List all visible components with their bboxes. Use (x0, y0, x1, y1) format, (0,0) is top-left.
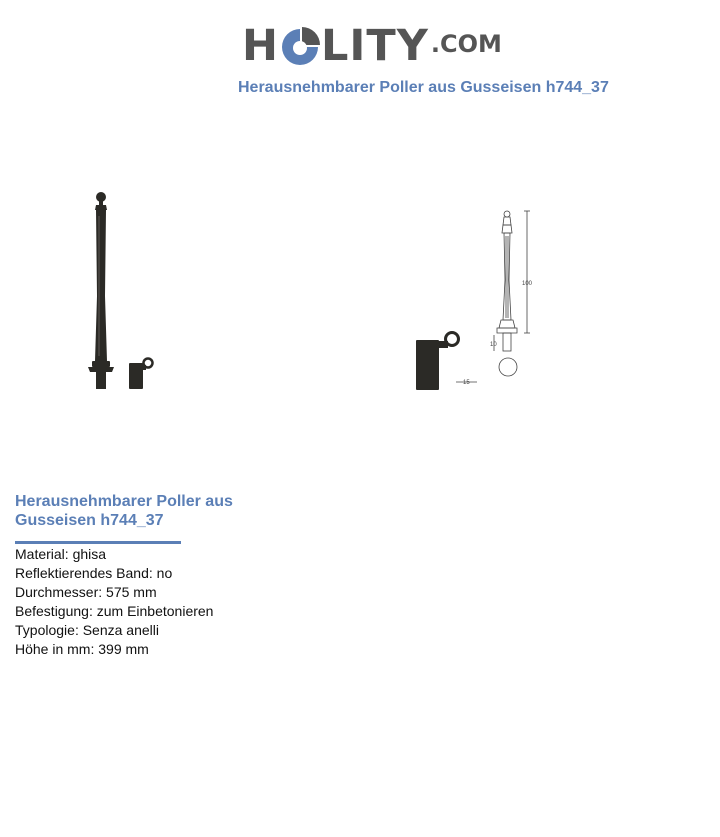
spec-value: 399 mm (98, 641, 149, 657)
logo-letters-lity: LITY (321, 21, 429, 71)
drawing-height-label: 100 (522, 281, 533, 287)
spec-value: Senza anelli (82, 622, 159, 638)
spec-label: Höhe in mm (15, 641, 91, 657)
logo-letter-h: H (242, 21, 279, 71)
page-title: Herausnehmbarer Poller aus Gusseisen h744_37 (238, 79, 609, 96)
spec-material: Material: ghisa (15, 546, 107, 562)
spec-height: Höhe in mm: 399 mm (15, 641, 149, 657)
spec-value: ghisa (72, 546, 107, 562)
spec-mounting: Befestigung: zum Einbetonieren (15, 603, 214, 619)
spec-label: Reflektierendes Band (15, 565, 149, 581)
logo-o-icon (280, 26, 320, 68)
title-divider (15, 541, 181, 544)
bollard-photo[interactable] (72, 186, 172, 396)
logo-suffix: .COM (430, 29, 502, 58)
spec-label: Befestigung (15, 603, 89, 619)
logo-wordmark (242, 21, 502, 71)
spec-reflective-band: Reflektierendes Band: no (15, 565, 173, 581)
holity-logo[interactable] (242, 10, 502, 71)
spec-value: zum Einbetonieren (96, 603, 214, 619)
spec-value: 575 mm (106, 584, 157, 600)
spec-label: Durchmesser (15, 584, 99, 600)
bollard-technical-drawing[interactable] (405, 200, 555, 400)
spec-typology: Typologie: Senza anelli (15, 622, 159, 638)
spec-value: no (156, 565, 173, 581)
spec-label: Typologie (15, 622, 75, 638)
spec-label: Material (15, 546, 65, 562)
drawing-base-label: 10 (490, 342, 497, 348)
product-specs (15, 545, 213, 659)
spec-diameter: Durchmesser: 575 mm (15, 584, 157, 600)
product-title: Herausnehmbarer Poller aus Gusseisen h744_37 (15, 493, 233, 529)
drawing-width-label: 15 (463, 380, 470, 386)
